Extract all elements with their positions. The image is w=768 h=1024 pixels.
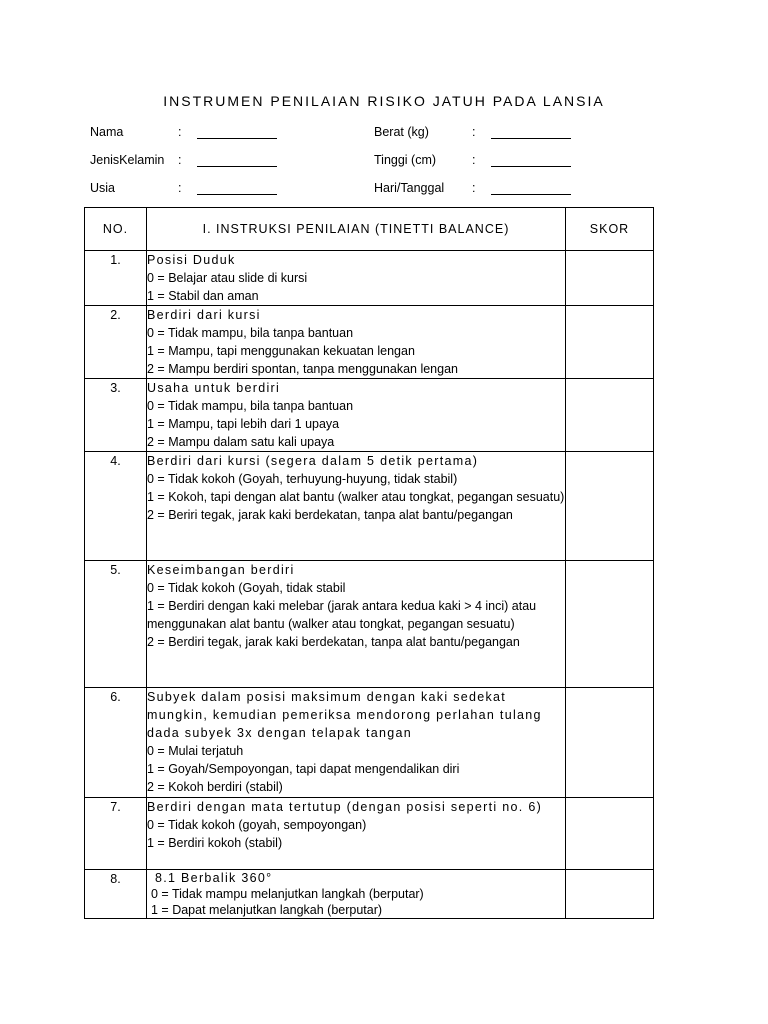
row-instruction bbox=[147, 688, 566, 798]
option: 1 = Kokoh, tapi dengan alat bantu (walker atau tongkat, pegangan sesuatu) bbox=[147, 490, 565, 504]
row-number: 4. bbox=[85, 452, 147, 561]
item-title: Berdiri dengan mata tertutup (dengan posisi seperti no. 6) bbox=[147, 800, 543, 814]
field-nama-blank[interactable] bbox=[197, 138, 277, 139]
row-number: 6. bbox=[85, 688, 147, 798]
option: 0 = Tidak mampu, bila tanpa bantuan bbox=[147, 399, 354, 413]
field-nama-label: Nama bbox=[90, 125, 124, 139]
table-row bbox=[85, 870, 654, 919]
document-title: INSTRUMEN PENILAIAN RISIKO JATUH PADA LANSIA bbox=[163, 93, 605, 109]
option: 2 = Berdiri tegak, jarak kaki berdekatan, tanpa alat bantu/pegangan bbox=[147, 635, 520, 649]
field-jenis-kelamin bbox=[90, 152, 280, 168]
table-row bbox=[85, 561, 654, 688]
field-usia-blank[interactable] bbox=[197, 194, 277, 195]
score-cell[interactable] bbox=[566, 798, 654, 870]
field-usia bbox=[90, 180, 280, 196]
score-cell[interactable] bbox=[566, 870, 654, 919]
row-number: 7. bbox=[85, 798, 147, 870]
option: 0 = Tidak mampu melanjutkan langkah (berputar) bbox=[151, 887, 424, 901]
row-instruction bbox=[147, 306, 566, 379]
option: 0 = Tidak kokoh (Goyah, tidak stabil bbox=[147, 581, 346, 595]
table-row bbox=[85, 379, 654, 452]
assessment-table bbox=[84, 207, 654, 919]
field-tinggi bbox=[374, 152, 574, 168]
score-cell[interactable] bbox=[566, 251, 654, 306]
header-no: NO. bbox=[85, 208, 147, 251]
field-jenis-kelamin-label: JenisKelamin bbox=[90, 153, 165, 167]
table-header-row bbox=[85, 208, 654, 251]
header-score: SKOR bbox=[566, 208, 654, 251]
table-row bbox=[85, 306, 654, 379]
item-title: Usaha untuk berdiri bbox=[147, 381, 281, 395]
field-tinggi-blank[interactable] bbox=[491, 166, 571, 167]
row-number: 1. bbox=[85, 251, 147, 306]
row-number: 2. bbox=[85, 306, 147, 379]
item-title: 8.1 Berbalik 360° bbox=[155, 871, 273, 885]
field-berat-label: Berat (kg) bbox=[374, 125, 429, 139]
row-instruction bbox=[147, 798, 566, 870]
score-cell[interactable] bbox=[566, 688, 654, 798]
field-tinggi-colon: : bbox=[472, 153, 476, 167]
option: 0 = Tidak mampu, bila tanpa bantuan bbox=[147, 326, 354, 340]
score-cell[interactable] bbox=[566, 561, 654, 688]
row-number: 3. bbox=[85, 379, 147, 452]
item-title: Berdiri dari kursi (segera dalam 5 detik pertama) bbox=[147, 454, 479, 468]
option: 2 = Mampu berdiri spontan, tanpa menggunakan lengan bbox=[147, 362, 458, 376]
row-instruction bbox=[147, 870, 566, 919]
option: 0 = Belajar atau slide di kursi bbox=[147, 271, 308, 285]
table-row bbox=[85, 251, 654, 306]
field-nama bbox=[90, 124, 280, 140]
option: 1 = Dapat melanjutkan langkah (berputar) bbox=[151, 903, 383, 917]
item-title: Berdiri dari kursi bbox=[147, 308, 261, 322]
field-hari-tanggal-label: Hari/Tanggal bbox=[374, 181, 445, 195]
score-cell[interactable] bbox=[566, 379, 654, 452]
row-number: 5. bbox=[85, 561, 147, 688]
field-nama-colon: : bbox=[178, 125, 182, 139]
field-berat-blank[interactable] bbox=[491, 138, 571, 139]
option: 1 = Stabil dan aman bbox=[147, 289, 259, 303]
option: 1 = Mampu, tapi menggunakan kekuatan lengan bbox=[147, 344, 415, 358]
row-instruction bbox=[147, 452, 566, 561]
item-title: Subyek dalam posisi maksimum dengan kaki sedekat mungkin, kemudian pemeriksa mendorong perlahan tulang dada subyek 3x dengan telapak tangan bbox=[147, 690, 542, 740]
row-instruction bbox=[147, 251, 566, 306]
header-instruction: I. INSTRUKSI PENILAIAN (TINETTI BALANCE) bbox=[147, 208, 566, 251]
row-instruction bbox=[147, 379, 566, 452]
option: 2 = Mampu dalam satu kali upaya bbox=[147, 435, 335, 449]
item-title: Posisi Duduk bbox=[147, 253, 236, 267]
field-berat bbox=[374, 124, 574, 140]
field-hari-tanggal-colon: : bbox=[472, 181, 476, 195]
field-tinggi-label: Tinggi (cm) bbox=[374, 153, 437, 167]
option: 1 = Goyah/Sempoyongan, tapi dapat mengendalikan diri bbox=[147, 762, 460, 776]
row-number: 8. bbox=[85, 870, 147, 919]
option: 1 = Mampu, tapi lebih dari 1 upaya bbox=[147, 417, 340, 431]
option: 1 = Berdiri kokoh (stabil) bbox=[147, 836, 283, 850]
table-row bbox=[85, 798, 654, 870]
option: 0 = Tidak kokoh (Goyah, terhuyung-huyung, tidak stabil) bbox=[147, 472, 458, 486]
field-jenis-kelamin-blank[interactable] bbox=[197, 166, 277, 167]
table-row bbox=[85, 452, 654, 561]
score-cell[interactable] bbox=[566, 452, 654, 561]
field-jenis-kelamin-colon: : bbox=[178, 153, 182, 167]
option: 1 = Berdiri dengan kaki melebar (jarak antara kedua kaki > 4 inci) atau menggunakan alat bantu (walker atau tongkat, pegangan sesuatu) bbox=[147, 599, 537, 631]
table-row bbox=[85, 688, 654, 798]
score-cell[interactable] bbox=[566, 306, 654, 379]
field-hari-tanggal-blank[interactable] bbox=[491, 194, 571, 195]
field-hari-tanggal bbox=[374, 180, 574, 196]
field-usia-label: Usia bbox=[90, 181, 116, 195]
field-usia-colon: : bbox=[178, 181, 182, 195]
field-berat-colon: : bbox=[472, 125, 476, 139]
option: 2 = Kokoh berdiri (stabil) bbox=[147, 780, 283, 794]
option: 0 = Mulai terjatuh bbox=[147, 744, 244, 758]
option: 2 = Beriri tegak, jarak kaki berdekatan, tanpa alat bantu/pegangan bbox=[147, 508, 513, 522]
row-instruction bbox=[147, 561, 566, 688]
item-title: Keseimbangan berdiri bbox=[147, 563, 295, 577]
option: 0 = Tidak kokoh (goyah, sempoyongan) bbox=[147, 818, 367, 832]
